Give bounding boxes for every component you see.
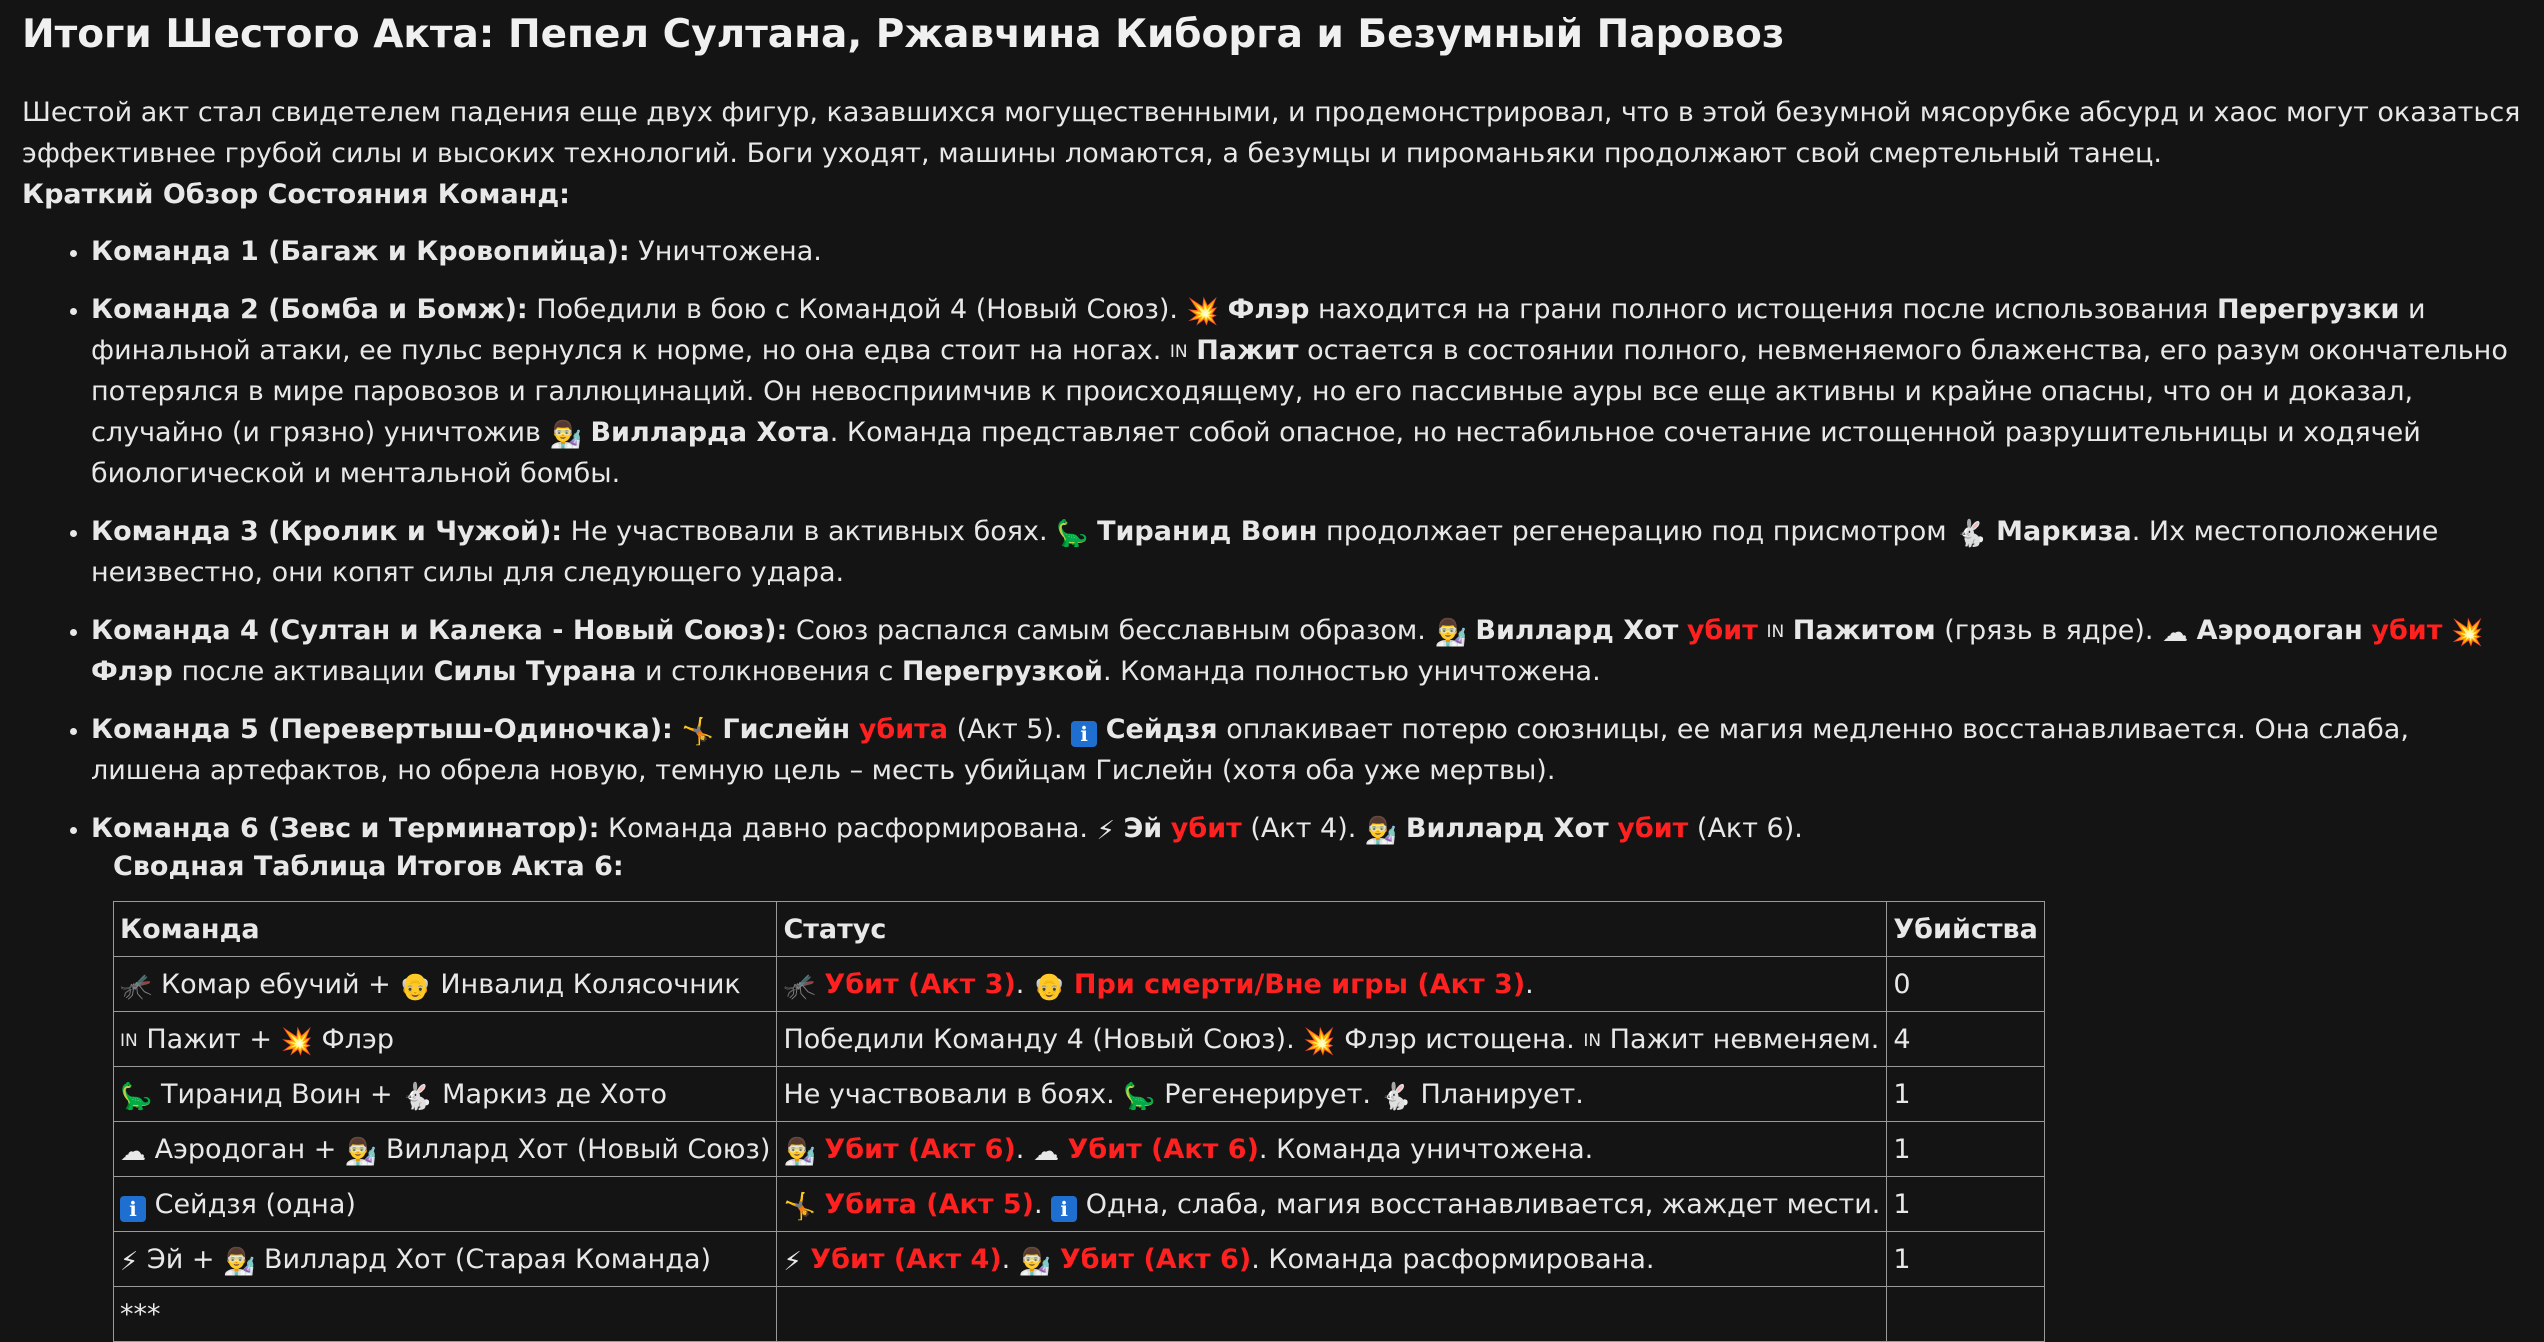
kills-cell: 1 — [1887, 1122, 2044, 1177]
killed-label: убит — [2371, 615, 2443, 646]
ei-name: Эй — [1123, 813, 1163, 844]
killed-label: убит — [1617, 813, 1689, 844]
teams-list — [22, 231, 2526, 849]
header-status: Статус — [777, 902, 1887, 957]
team-cell — [114, 957, 777, 1012]
team-3-text-b: продолжает регенерацию под присмотром — [1317, 516, 1956, 547]
table-row — [114, 1287, 2045, 1342]
status-sep: . — [1015, 968, 1033, 1000]
team-3-label: Команда 3 (Кролик и Чужой): — [91, 516, 563, 547]
tyranid-name: Тиранид Воин — [1097, 516, 1318, 547]
elder-icon: 👴 — [1032, 971, 1066, 1002]
cloud-icon: ☁ — [2162, 618, 2189, 648]
team-3-text-a: Не участвовали в активных боях. — [562, 516, 1057, 547]
team-cell — [114, 1232, 777, 1287]
team-1-item — [91, 231, 2526, 272]
status-sep: . — [1001, 1243, 1019, 1275]
status-end: . Команда расформирована. — [1251, 1243, 1655, 1275]
table-row — [114, 1177, 2045, 1232]
info-icon: ℹ — [1051, 1196, 1077, 1222]
zap-icon: ⚡ — [783, 1246, 802, 1277]
status-killed: Убит (Акт 3) — [824, 968, 1016, 1000]
status-killed: Убит (Акт 6) — [824, 1133, 1016, 1165]
mosquito-icon: 🦟 — [783, 971, 816, 1002]
team-2-text-c: и финальной атаки, ее пульс вернулся к норме, но она едва стоит на ногах. — [91, 294, 2426, 366]
team-2-text-d: остается в состоянии полного, невменяемого блаженства, его разум окончательно потерялся в мире паровозов и галлюцинаций. Он невосприимчив к происходящему, но его пассивные ауры все еще активны и крайне опасны, что он и доказал, случайно (и грязно) уничтожив — [91, 335, 2508, 448]
kills-cell: 1 — [1887, 1177, 2044, 1232]
status-killed: Убит (Акт 6) — [1067, 1133, 1259, 1165]
status-b: Флэр истощена. — [1344, 1023, 1584, 1055]
team-5-text-a: (Акт 5). — [948, 714, 1072, 745]
status-killed: Убита (Акт 5) — [824, 1188, 1034, 1220]
team-4-text-c: после активации — [172, 656, 434, 687]
table-header-row — [114, 902, 2045, 957]
gislein-name: Гислейн — [722, 714, 851, 745]
collision-icon: 💥 — [2450, 618, 2484, 648]
zap-icon: ⚡ — [1096, 816, 1115, 846]
scientist-icon: 👨‍🔬 — [1364, 816, 1398, 846]
overload-name: Перегрузкой — [901, 656, 1103, 687]
overview-heading: Краткий Обзор Состояния Команд: — [22, 179, 570, 210]
team-a: Аэродоган + — [154, 1133, 345, 1165]
team-b: Флэр — [321, 1023, 395, 1055]
team-a: Тиранид Воин + — [160, 1078, 402, 1110]
info-icon: ℹ — [120, 1196, 146, 1222]
status-c: Одна, слаба, магия восстанавливается, жаждет мести. — [1085, 1188, 1881, 1220]
team-2-text-a: Победили в бою с Командой 4 (Новый Союз). — [527, 294, 1187, 325]
team-a: Пажит + — [146, 1023, 281, 1055]
team-2-label: Команда 2 (Бомба и Бомж): — [91, 294, 528, 325]
status-a: Не участвовали в боях. — [783, 1078, 1124, 1110]
header-team: Команда — [114, 902, 777, 957]
in-icon: IN — [1766, 622, 1785, 642]
status-cell — [777, 1287, 1887, 1342]
team-2-text-e: . Команда представляет собой опасное, но нестабильное сочетание истощенной разрушительницы и ходячей биологической и ментальной бомбы. — [91, 417, 2421, 489]
team-4-text-a: Союз распался самым бесславным образом. — [787, 615, 1435, 646]
team-cell — [114, 1122, 777, 1177]
team-6-label: Команда 6 (Зевс и Терминатор): — [91, 813, 600, 844]
team-5-label: Команда 5 (Перевертыш-Одиночка): — [91, 714, 673, 745]
willard-name: Виллард Хот — [1475, 615, 1679, 646]
team-5-text-b: оплакивает потерю союзницы, ее магия медленно восстанавливается. Она слаба, лишена артефактов, но обрела новую, темную цель – месть убийцам Гислейн (хотя оба уже мертвы). — [91, 714, 2409, 786]
intro-line-1: Шестой акт стал свидетелем падения еще двух фигур, казавшихся могущественными, и продемонстрировал, что в этой безумной мясорубке абсурд и хаос могут оказаться эффективнее — [22, 97, 2521, 169]
scientist-icon: 👨‍🔬 — [344, 1136, 378, 1167]
cartwheel-icon: 🤸 — [783, 1191, 816, 1222]
status-c: Планирует. — [1420, 1078, 1584, 1110]
team-4-text-d: и столкновения с — [636, 656, 902, 687]
info-icon: ℹ — [1071, 721, 1097, 747]
status-killed: Убит (Акт 6) — [1059, 1243, 1252, 1275]
mosquito-icon: 🦟 — [120, 971, 153, 1002]
in-icon: IN — [120, 1030, 138, 1051]
status-sep: . — [1015, 1133, 1033, 1165]
seidzya-name: Сейдзя — [1105, 714, 1218, 745]
team-6-act4: (Акт 4). — [1241, 813, 1365, 844]
zap-icon: ⚡ — [120, 1246, 139, 1277]
killed-label: убит — [1686, 615, 1758, 646]
table-row — [114, 957, 2045, 1012]
team-cell — [114, 1177, 777, 1232]
scientist-icon: 👨‍🔬 — [223, 1246, 256, 1277]
team-6-item — [91, 808, 2526, 849]
kills-cell: 0 — [1887, 957, 2044, 1012]
collision-icon: 💥 — [1303, 1026, 1336, 1057]
status-cell — [777, 957, 1887, 1012]
table-row — [114, 1012, 2045, 1067]
aerodogan-name: Аэродоган — [2196, 615, 2363, 646]
team-cell — [114, 1067, 777, 1122]
willard-name: Виллард Хот — [1405, 813, 1609, 844]
scientist-icon: 👨‍🔬 — [1434, 618, 1467, 648]
header-kills: Убийства — [1887, 902, 2044, 957]
willard-name: Вилларда Хота — [590, 417, 830, 448]
kills-cell: 1 — [1887, 1067, 2044, 1122]
cloud-icon: ☁ — [1032, 1136, 1059, 1167]
pazhit-name: Пажитом — [1792, 615, 1936, 646]
status-killed: Убит (Акт 4) — [810, 1243, 1002, 1275]
kills-cell: 1 — [1887, 1232, 2044, 1287]
marquis-name: Маркиза — [1996, 516, 2132, 547]
status-cell — [777, 1177, 1887, 1232]
team-a: Комар ебучий + — [160, 968, 400, 1000]
team-3-item — [91, 511, 2526, 593]
table-row — [114, 1122, 2045, 1177]
table-row — [114, 1232, 2045, 1287]
status-sep: . — [1034, 1188, 1052, 1220]
status-b: Регенерирует. — [1164, 1078, 1380, 1110]
team-b: Виллард Хот (Старая Команда) — [264, 1243, 712, 1275]
in-icon: IN — [1583, 1030, 1602, 1051]
dinosaur-icon: 🦕 — [1123, 1081, 1156, 1112]
team-4-item — [91, 610, 2526, 692]
status-a: Победили Команду 4 (Новый Союз). — [783, 1023, 1304, 1055]
dinosaur-icon: 🦕 — [120, 1081, 153, 1112]
scientist-icon: 👨‍🔬 — [783, 1136, 816, 1167]
team-6-text-a: Команда давно расформирована. — [599, 813, 1097, 844]
status-cell — [777, 1012, 1887, 1067]
flare-name: Флэр — [91, 656, 173, 687]
pazhit-name: Пажит — [1196, 335, 1299, 366]
killed-label: убита — [858, 714, 949, 745]
team-6-act6: (Акт 6). — [1688, 813, 1803, 844]
team-1-text: Уничтожена. — [629, 236, 822, 267]
kills-cell — [1887, 1287, 2044, 1342]
dinosaur-icon: 🦕 — [1056, 519, 1089, 549]
team-b: Виллард Хот (Новый Союз) — [385, 1133, 771, 1165]
status-end: . Команда уничтожена. — [1258, 1133, 1594, 1165]
table-row — [114, 1067, 2045, 1122]
flare-name: Флэр — [1227, 294, 1310, 325]
status-cell — [777, 1122, 1887, 1177]
summary-table — [113, 901, 2045, 1342]
status-c: Пажит невменяем. — [1609, 1023, 1880, 1055]
killed-label: убит — [1170, 813, 1242, 844]
intro-paragraph — [22, 92, 2526, 174]
team-4-text-e: . Команда полностью уничтожена. — [1102, 656, 1601, 687]
team-5-item — [91, 709, 2526, 791]
team-1-label: Команда 1 (Багаж и Кровопийца): — [91, 236, 630, 267]
team-b: Маркиз де Хото — [442, 1078, 668, 1110]
team-b: Инвалид Колясочник — [440, 968, 741, 1000]
team-2-text-b: находится на грани полного истощения после использования — [1309, 294, 2217, 325]
team-2-item — [91, 289, 2526, 494]
intro-line-2: грубой силы и высоких технологий. Боги уходят, машины ломаются, а безумцы и пироманьяки продолжают свой смертельный танец. — [224, 138, 2162, 169]
rabbit-icon: 🐇 — [1379, 1081, 1412, 1112]
team-4-text-b: (грязь в ядре). — [1935, 615, 2163, 646]
elder-icon: 👴 — [399, 971, 432, 1002]
page-title: Итоги Шестого Акта: Пепел Султана, Ржавчина Киборга и Безумный Паровоз — [22, 12, 1785, 57]
team-cell: *** — [114, 1287, 777, 1342]
cloud-icon: ☁ — [120, 1136, 146, 1167]
cartwheel-icon: 🤸 — [681, 717, 714, 747]
team-4-label: Команда 4 (Султан и Калека - Новый Союз): — [91, 615, 788, 646]
collision-icon: 💥 — [1186, 297, 1219, 327]
team-3-text-c: . Их местоположение неизвестно, они копят силы для следующего удара. — [91, 516, 2439, 588]
status-killed: При смерти/Вне игры (Акт 3) — [1073, 968, 1526, 1000]
team-a: Эй + — [146, 1243, 224, 1275]
status-end: . — [1525, 968, 1534, 1000]
scientist-icon: 👨‍🔬 — [549, 420, 582, 450]
overload-name: Перегрузки — [2216, 294, 2400, 325]
table-heading: Сводная Таблица Итогов Акта 6: — [113, 851, 624, 882]
rabbit-icon: 🐇 — [1955, 519, 1988, 549]
turan-name: Силы Турана — [433, 656, 637, 687]
collision-icon: 💥 — [280, 1026, 313, 1057]
status-cell — [777, 1232, 1887, 1287]
rabbit-icon: 🐇 — [401, 1081, 434, 1112]
team-a: Сейдзя (одна) — [154, 1188, 356, 1220]
kills-cell: 4 — [1887, 1012, 2044, 1067]
status-cell — [777, 1067, 1887, 1122]
team-cell — [114, 1012, 777, 1067]
in-icon: IN — [1169, 342, 1188, 362]
scientist-icon: 👨‍🔬 — [1018, 1246, 1052, 1277]
